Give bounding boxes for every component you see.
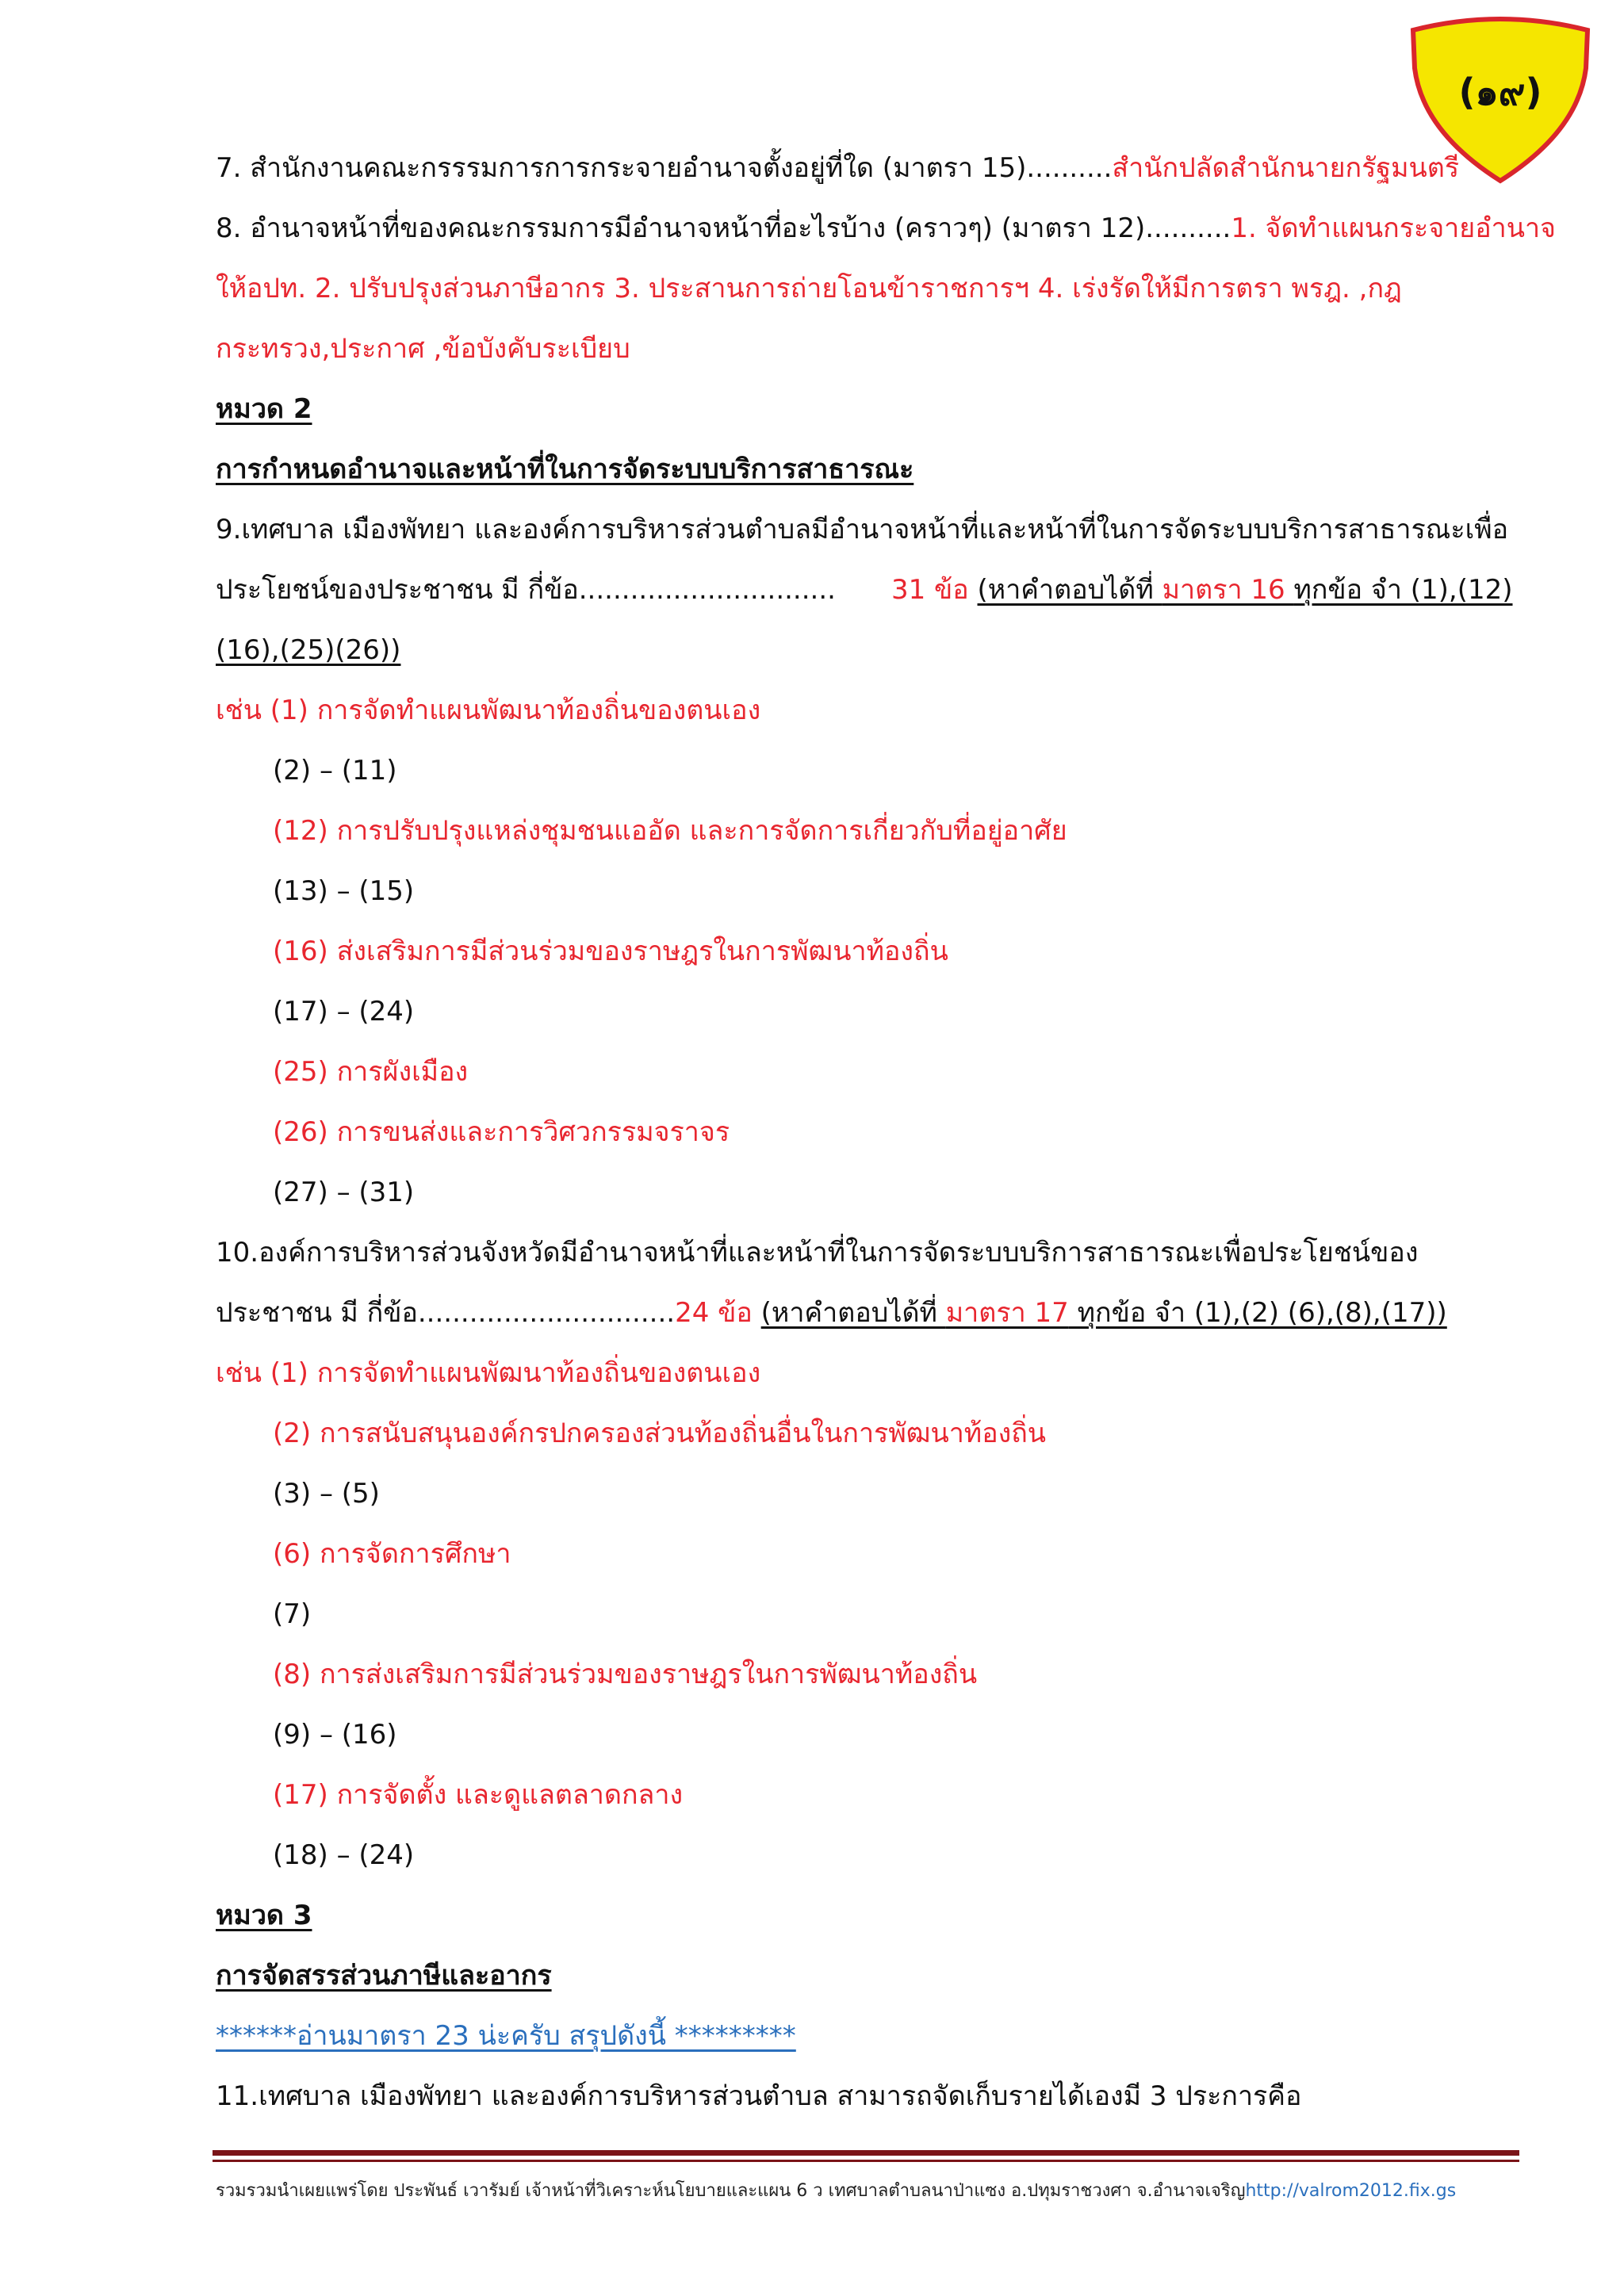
- item8-question: 8. อำนาจหน้าที่ของคณะกรรมการมีอำนาจหน้าที่อะไรบ้าง (คราวๆ) (มาตรา 12)..........: [216, 212, 1231, 244]
- item8-answer-1: 1. จัดทำแผนกระจายอำนาจ: [1231, 212, 1556, 244]
- item11-line1: 11.เทศบาล เมืองพัทยา และองค์การบริหารส่วนตำบล สามารถจัดเก็บรายได้เองมี 3 ประการคือ: [216, 2080, 1302, 2112]
- item8-line3: กระทรวง,ประกาศ ,ข้อบังคับระเบียบ: [216, 333, 630, 365]
- item9-subitem: (13) – (15): [273, 875, 415, 907]
- item9-example-intro: เช่น (1) การจัดทำแผนพัฒนาท้องถิ่นของตนเอง: [216, 695, 761, 726]
- item10-subitem: (9) – (16): [273, 1719, 397, 1751]
- footer-credit: รวมรวมนำเผยแพร่โดย ประพันธ์ เวารัมย์ เจ้าหน้าที่วิเคราะห์นโยบายและแผน 6 ว เทศบาลตำบลนาป่าแซง อ.ปทุมราชวงศา จ.อำนาจเจริญ: [216, 2181, 1246, 2201]
- item9-subitem: (2) – (11): [273, 755, 397, 786]
- item10-count: 24 ข้อ: [675, 1297, 753, 1329]
- chapter2-heading: หมวด 2: [216, 393, 312, 425]
- item9-reference-cont: (16),(25)(26)): [216, 634, 401, 666]
- item9-subitem: (17) – (24): [273, 996, 415, 1027]
- footer-rule-thin: [213, 2160, 1519, 2162]
- item9-line1: 9.เทศบาล เมืองพัทยา และองค์การบริหารส่วนตำบลมีอำนาจหน้าที่และหน้าที่ในการจัดระบบบริการสาธารณะเพื่อ: [216, 514, 1509, 545]
- item10-example-intro: เช่น (1) การจัดทำแผนพัฒนาท้องถิ่นของตนเอง: [216, 1357, 761, 1389]
- item10-line2: [216, 1294, 1447, 1332]
- item9-subitem: (26) การขนส่งและการวิศวกรรมจราจร: [273, 1116, 730, 1148]
- item7-answer: สำนักปลัดสำนักนายกรัฐมนตรี: [1112, 152, 1460, 184]
- item9-question: ประโยชน์ของประชาชน มี กี่ข้อ..............................: [216, 574, 836, 606]
- item9-subitem: (25) การผังเมือง: [273, 1056, 469, 1088]
- item8-line1: [216, 209, 1556, 247]
- chapter3-heading: หมวด 3: [216, 1900, 312, 1931]
- item10-subitem: (8) การส่งเสริมการมีส่วนร่วมของราษฎรในการพัฒนาท้องถิ่น: [273, 1659, 978, 1690]
- item7-line: [216, 149, 1459, 187]
- item10-line1: 10.องค์การบริหารส่วนจังหวัดมีอำนาจหน้าที่และหน้าที่ในการจัดระบบบริการสาธารณะเพื่อประโยชน์ของ: [216, 1237, 1419, 1269]
- item10-subitem: (6) การจัดการศึกษา: [273, 1538, 511, 1570]
- item9-section: มาตรา 16: [1162, 574, 1294, 606]
- chapter3-title: การจัดสรรส่วนภาษีและอากร: [216, 1960, 552, 1992]
- item9-subitem: (27) – (31): [273, 1177, 415, 1208]
- item10-subitem: (17) การจัดตั้ง และดูแลตลาดกลาง: [273, 1779, 684, 1811]
- item7-question: 7. สำนักงานคณะกรรรมการการกระจายอำนาจตั้งอยู่ที่ใด (มาตรา 15)..........: [216, 152, 1113, 184]
- item10-subitem: (3) – (5): [273, 1478, 380, 1510]
- item9-subitem: (12) การปรับปรุงแหล่งชุมชนแออัด และการจัดการเกี่ยวกับที่อยู่อาศัย: [273, 815, 1067, 847]
- footer-url[interactable]: http://valrom2012.fix.gs: [1245, 2181, 1457, 2201]
- item10-question: ประชาชน มี กี่ข้อ..............................: [216, 1297, 676, 1329]
- item10-subitem: (2) การสนับสนุนองค์กรปกครองส่วนท้องถิ่นอื่นในการพัฒนาท้องถิ่น: [273, 1418, 1047, 1449]
- page-number: (๑๙): [1458, 71, 1542, 113]
- item10-section: มาตรา 17: [945, 1297, 1069, 1329]
- item10-reference: (หาคำตอบได้ที่ มาตรา 17 ทุกข้อ จำ (1),(2) (6),(8),(17)): [760, 1297, 1447, 1329]
- footer-rule-thick: [213, 2150, 1519, 2156]
- item10-subitem: (7): [273, 1598, 312, 1630]
- item9-count: 31 ข้อ: [891, 574, 969, 606]
- footer: [216, 2179, 1516, 2204]
- item9-subitem: (16) ส่งเสริมการมีส่วนร่วมของราษฎรในการพัฒนาท้องถิ่น: [273, 936, 948, 967]
- item9-reference: (หาคำตอบได้ที่ มาตรา 16 ทุกข้อ จำ (1),(12): [977, 574, 1513, 606]
- section23-link[interactable]: ******อ่านมาตรา 23 น่ะครับ สรุปดังนี้ *********: [216, 2020, 796, 2052]
- item9-line2: [216, 571, 1513, 609]
- item10-subitem: (18) – (24): [273, 1839, 415, 1871]
- item8-line2: ให้อปท. 2. ปรับปรุงส่วนภาษีอากร 3. ประสานการถ่ายโอนข้าราชการฯ 4. เร่งรัดให้มีการตรา พรฎ. ,กฎ: [216, 273, 1402, 304]
- chapter2-title: การกำหนดอำนาจและหน้าที่ในการจัดระบบบริการสาธารณะ: [216, 453, 914, 485]
